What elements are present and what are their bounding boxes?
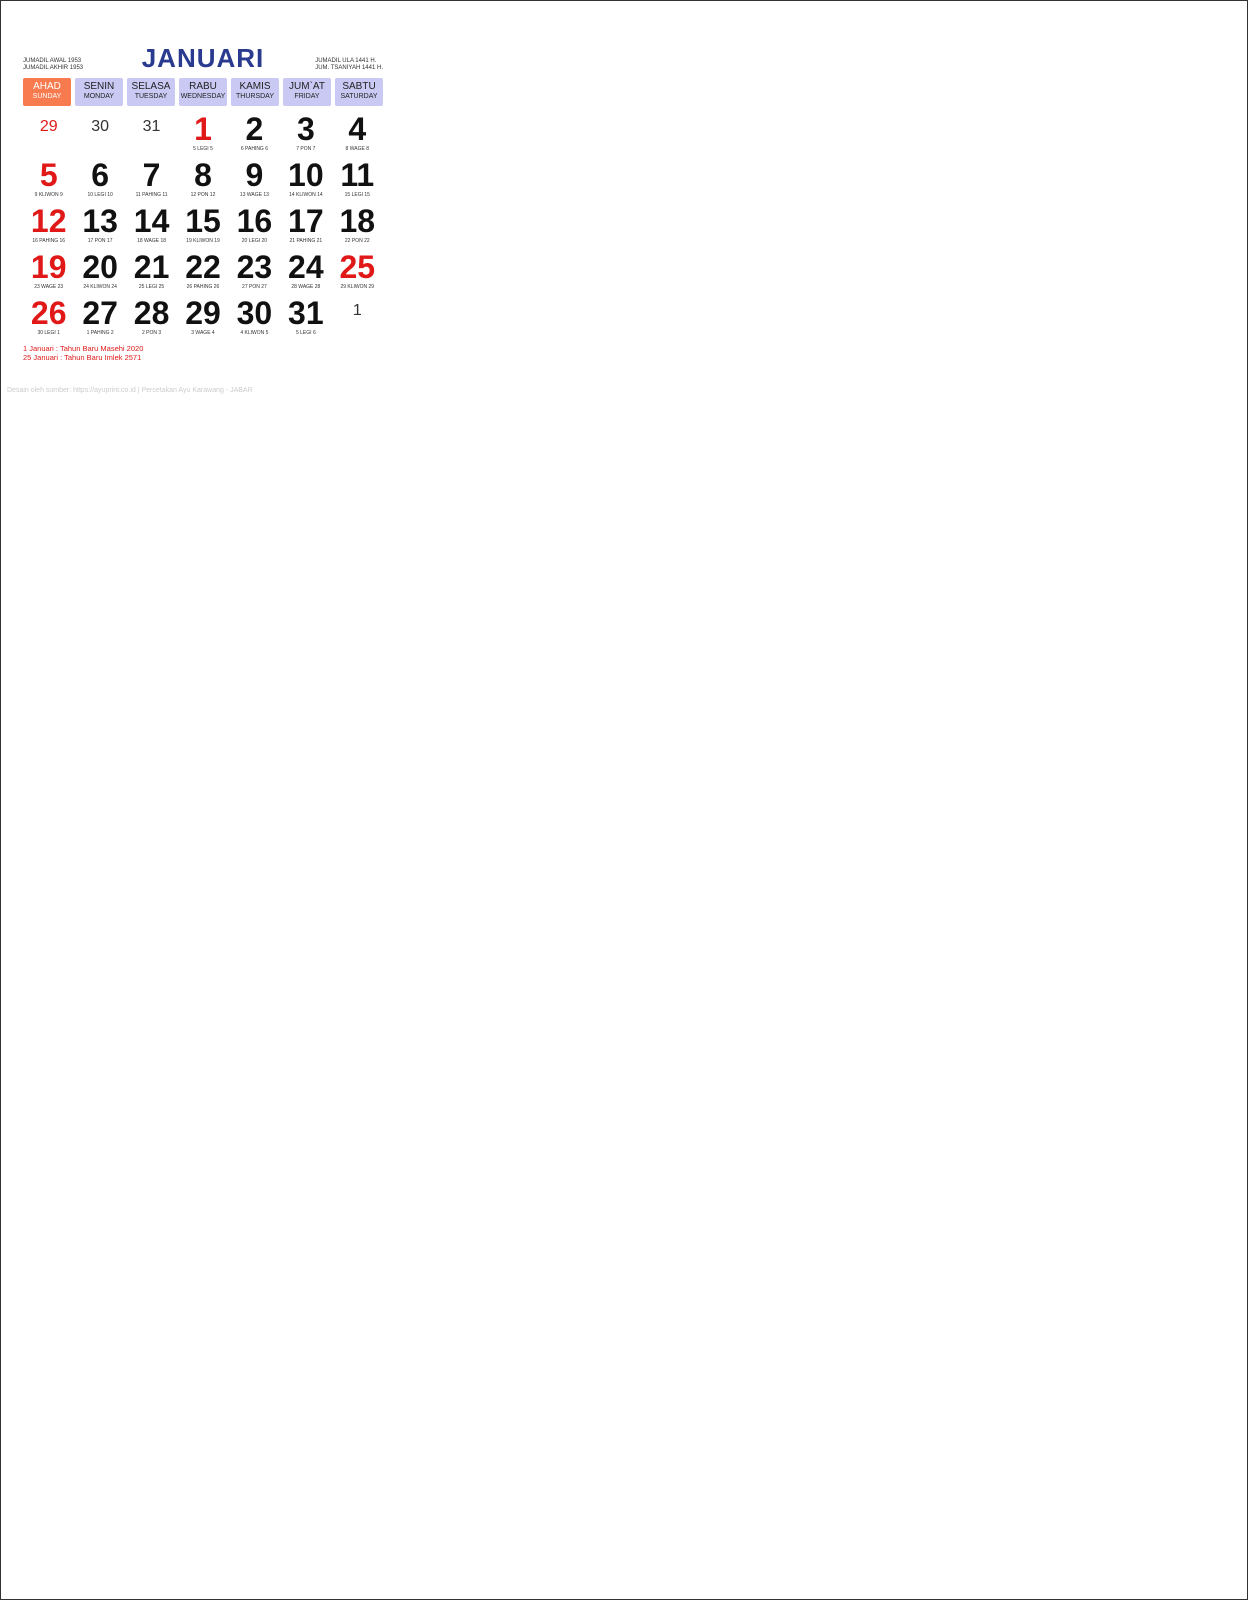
date-number: 8: [194, 157, 212, 193]
pasaran-label: 22 PON 22: [344, 238, 370, 244]
date-cell: [126, 250, 177, 292]
pasaran-label: 27 PON 27: [242, 284, 267, 290]
date-number: 13: [82, 203, 118, 239]
date-number: 14: [133, 203, 170, 239]
date-number: 11: [340, 157, 375, 193]
credit-text: Desain oleh sumber: https://ayuprint.co.id | Percetakan Ayu Karawang - JABAR: [7, 387, 253, 394]
date-cell: [23, 250, 74, 292]
date-cell: [23, 296, 74, 338]
pasaran-label: 29 KLIWON 29: [340, 284, 375, 290]
pasaran-label: 6 PAHING 6: [240, 146, 268, 152]
date-cell: [229, 112, 280, 154]
date-cell: [332, 296, 383, 338]
pasaran-label: 5 LEGI 5: [193, 146, 213, 152]
date-cell: [229, 158, 280, 200]
date-number: 31: [142, 118, 161, 135]
pasaran-label: 5 LEGI 6: [295, 330, 316, 336]
date-number: 22: [185, 249, 221, 285]
date-number: 31: [288, 295, 324, 331]
date-cell: [332, 158, 383, 200]
date-number: 24: [288, 249, 324, 285]
date-number: 7: [142, 157, 161, 193]
date-number: 5: [39, 157, 58, 193]
date-cell: [126, 112, 177, 154]
date-number: 20: [82, 249, 118, 285]
date-number: 26: [30, 295, 67, 331]
pasaran-label: 2 PON 3: [141, 330, 162, 336]
javanese-months: JUMADIL AWAL 1953 JUMADIL AKHIR 1953: [23, 58, 84, 71]
date-number: 23: [236, 249, 273, 285]
month-title: JANUARI: [141, 43, 265, 73]
date-cell: [126, 296, 177, 338]
weekday-monday: SENIN MONDAY: [75, 78, 123, 106]
date-cell: [23, 158, 74, 200]
date-cell: [177, 204, 228, 246]
date-cell: [126, 158, 177, 200]
pasaran-label: 24 KLIWON 24: [83, 284, 117, 290]
date-number: 1: [352, 302, 362, 319]
date-number: 18: [339, 203, 376, 239]
pasaran-label: 25 LEGI 25: [138, 284, 165, 290]
date-cell: [74, 112, 125, 154]
date-number: 6: [91, 157, 110, 193]
date-cell: [332, 250, 383, 292]
date-number: 4: [348, 111, 367, 147]
date-number: 1: [194, 111, 212, 147]
date-number: 15: [185, 203, 221, 239]
weekday-sunday: AHAD SUNDAY: [23, 78, 71, 106]
date-cell: [74, 204, 125, 246]
date-number: 21: [133, 249, 170, 285]
date-number: 27: [82, 295, 118, 331]
pasaran-label: 10 LEGI 10: [87, 192, 113, 198]
pasaran-label: 1 PAHING 2: [86, 330, 114, 336]
date-number: 3: [296, 111, 315, 147]
date-cell: [332, 204, 383, 246]
pasaran-label: 7 PON 7: [296, 146, 316, 152]
pasaran-label: 16 PAHING 16: [32, 238, 66, 244]
date-number: 10: [288, 157, 324, 193]
date-cell: [229, 204, 280, 246]
date-number: 28: [133, 295, 170, 331]
date-cell: [280, 250, 331, 292]
pasaran-label: 18 WAGE 18: [137, 238, 167, 244]
date-cell: [23, 112, 74, 154]
weekday-tuesday: SELASA TUESDAY: [127, 78, 175, 106]
date-number: 30: [91, 118, 110, 135]
pasaran-label: 15 LEGI 15: [344, 192, 370, 198]
pasaran-label: 28 WAGE 28: [291, 284, 321, 290]
date-cell: [74, 296, 125, 338]
date-grid: [23, 112, 383, 338]
pasaran-label: 3 WAGE 4: [191, 330, 215, 336]
date-cell: [280, 204, 331, 246]
pasaran-label: 13 WAGE 13: [239, 192, 269, 198]
weekday-saturday: SABTU SATURDAY: [335, 78, 383, 106]
pasaran-label: 11 PAHING 11: [135, 192, 168, 198]
date-cell: [229, 250, 280, 292]
date-cell: [177, 158, 228, 200]
date-number: 9: [245, 157, 264, 193]
date-cell: [177, 296, 228, 338]
date-number: 12: [30, 203, 67, 239]
date-cell: [74, 158, 125, 200]
date-cell: [280, 158, 331, 200]
pasaran-label: 14 KLIWON 14: [289, 192, 323, 198]
weekday-header: [23, 78, 383, 106]
date-number: 19: [30, 249, 67, 285]
holiday-note: 1 Januari : Tahun Baru Masehi 2020: [23, 344, 144, 353]
pasaran-label: 12 PON 12: [190, 192, 216, 198]
date-number: 30: [236, 295, 273, 331]
pasaran-label: 8 WAGE 8: [345, 146, 369, 152]
holiday-notes: [23, 344, 383, 362]
date-number: 29: [39, 118, 58, 135]
pasaran-label: 20 LEGI 20: [241, 238, 268, 244]
date-cell: [74, 250, 125, 292]
pasaran-label: 21 PAHING 21: [289, 238, 323, 244]
holiday-note: 25 Januari : Tahun Baru Imlek 2571: [23, 353, 142, 362]
pasaran-label: 23 WAGE 23: [34, 284, 64, 290]
date-cell: [280, 112, 331, 154]
month-januari: [23, 43, 383, 362]
weekday-friday: JUM`AT FRIDAY: [283, 78, 331, 106]
pasaran-label: 26 PAHING 26: [186, 284, 220, 290]
date-cell: [280, 296, 331, 338]
pasaran-label: 17 PON 17: [87, 238, 113, 244]
weekday-wednesday: RABU WEDNESDAY: [179, 78, 227, 106]
date-cell: [126, 204, 177, 246]
date-number: 17: [288, 203, 324, 239]
date-number: 25: [339, 249, 376, 285]
date-number: 2: [245, 111, 264, 147]
weekday-thursday: KAMIS THURSDAY: [231, 78, 279, 106]
pasaran-label: 30 LEGI 1: [37, 330, 60, 336]
pasaran-label: 9 KLIWON 9: [34, 192, 63, 198]
date-number: 29: [185, 295, 221, 331]
date-cell: [229, 296, 280, 338]
date-cell: [177, 112, 228, 154]
date-cell: [23, 204, 74, 246]
date-number: 16: [236, 203, 273, 239]
pasaran-label: 4 KLIWON 5: [240, 330, 269, 336]
hijri-months: JUMADIL ULA 1441 H. JUM. TSANIYAH 1441 H.: [315, 58, 383, 71]
date-cell: [177, 250, 228, 292]
pasaran-label: 19 KLIWON 19: [186, 238, 220, 244]
date-cell: [332, 112, 383, 154]
